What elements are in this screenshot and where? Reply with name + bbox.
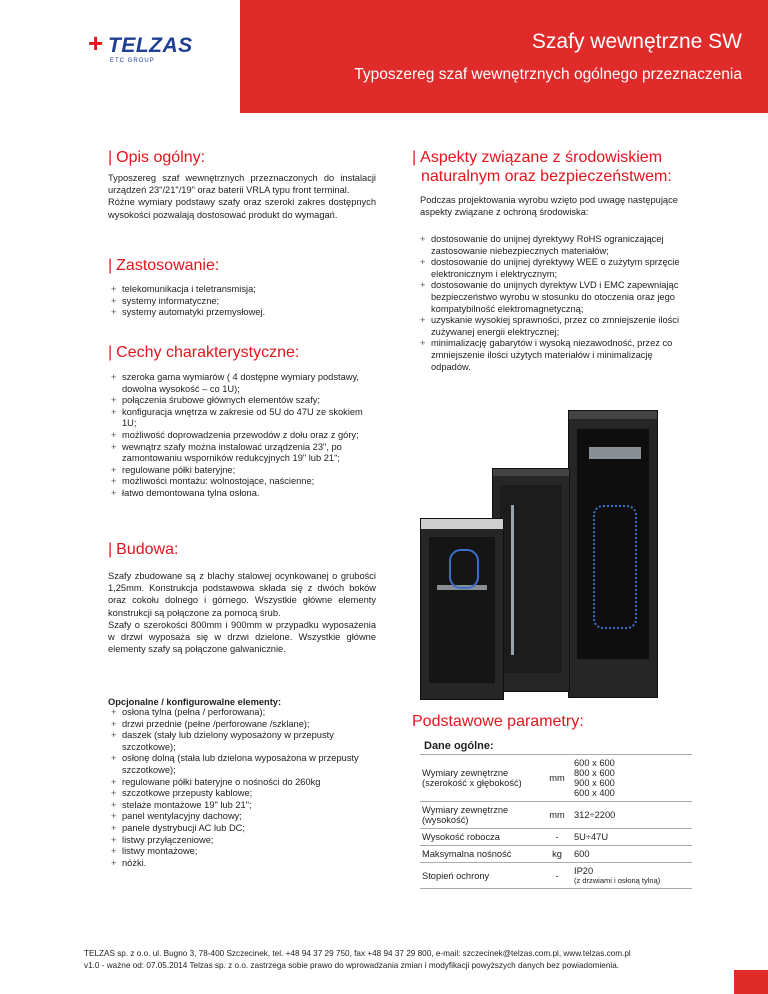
logo-text: TELZAS <box>108 34 193 57</box>
list-item: + nóżki. <box>111 858 381 870</box>
opcje-list <box>111 707 381 869</box>
param-label: Stopień ochrony <box>420 863 542 889</box>
list-item: + regulowane półki bateryjne o nośności do 260kg <box>111 777 381 789</box>
list-item: + łatwo demontowana tylna osłona. <box>111 488 373 500</box>
aspekty-list <box>420 234 682 373</box>
list-item: + minimalizację gabarytów i wysoką niezawodność, przez co zmniejszenie ilości użytych materiałów i minimalizację odpadów. <box>420 338 682 373</box>
list-item: + listwy montażowe; <box>111 846 381 858</box>
list-item: + panele dystrybucji AC lub DC; <box>111 823 381 835</box>
param-value: 312÷2200 <box>572 802 692 829</box>
list-item: + możliwości montażu: wolnostojące, naścienne; <box>111 476 373 488</box>
budowa-section <box>108 570 376 655</box>
list-item: + systemy automatyki przemysłowej. <box>111 307 381 319</box>
footer <box>84 948 724 972</box>
list-item: + drzwi przednie (pełne /perforowane /szklane); <box>111 719 381 731</box>
param-label: Wymiary zewnętrzne (wysokość) <box>420 802 542 829</box>
table-row <box>420 755 692 802</box>
list-item: + dostosowanie do unijnej dyrektywy WEE o zużytym sprzęcie elektronicznym i elektrycznym; <box>420 257 682 280</box>
param-label: Wymiary zewnętrzne (szerokość x głębokość) <box>420 755 542 802</box>
opis-paragraph-2: Różne wymiary podstawy szafy oraz szeroki zakres dostępnych wysokości pozwalają dostosować produkt do wymagań. <box>108 197 376 220</box>
list-item: + listwy przyłączeniowe; <box>111 835 381 847</box>
param-unit: mm <box>542 755 572 802</box>
list-item: + systemy informatyczne; <box>111 296 381 308</box>
params-table <box>420 754 692 889</box>
cabinets-illustration <box>400 410 700 710</box>
page-title: Szafy wewnętrzne SW <box>531 30 742 53</box>
list-item: + połączenia śrubowe głównych elementów szafy; <box>111 395 373 407</box>
table-row <box>420 802 692 829</box>
list-item: + szeroka gama wymiarów ( 4 dostępne wymiary podstawy, dowolna wysokość – co 1U); <box>111 372 373 395</box>
opis-section <box>108 172 376 221</box>
param-value: IP20 <box>574 866 594 876</box>
zastosowanie-list <box>111 284 381 319</box>
company-logo <box>88 26 218 66</box>
cabinet-tall <box>568 410 658 698</box>
param-label: Wysokość robocza <box>420 829 542 846</box>
budowa-heading: | Budowa: <box>108 541 179 558</box>
list-item: + konfiguracja wnętrza w zakresie od 5U do 47U ze skokiem 1U; <box>111 407 373 430</box>
params-heading: Podstawowe parametry: <box>412 713 584 730</box>
list-item: + telekomunikacja i teletransmisja; <box>111 284 381 296</box>
param-unit: mm <box>542 802 572 829</box>
list-item: + osłonę dolną (stała lub dzielona wyposażona w przepusty szczotkowe); <box>111 753 381 776</box>
table-row <box>420 863 692 889</box>
zastosowanie-heading: | Zastosowanie: <box>108 257 220 274</box>
param-note: (z drzwiami i osłoną tylną) <box>574 876 661 885</box>
cechy-list <box>111 372 373 500</box>
list-item: + wewnątrz szafy można instalować urządzenia 23", po zamontowaniu wsporników redukcyjnych 19" lub 21"; <box>111 442 373 465</box>
opis-paragraph-1: Typoszereg szaf wewnętrznych przeznaczonych do instalacji urządzeń 23"/21"/19" oraz baterii VRLA typu front terminal. <box>108 173 376 196</box>
footer-disclaimer: v1.0 - ważne od: 07.05.2014 Telzas sp. z o.o. zastrzega sobie prawo do wprowadzania zmian i modyfikacji powyższych danych bez powiadomienia. <box>84 961 620 970</box>
list-item: + uzyskanie wysokiej sprawności, przez co zmniejszenie ilości zużywanej energii elektrycznej; <box>420 315 682 338</box>
list-item: + dostosowanie do unijnych dyrektyw LVD i EMC zapewniając bezpieczeństwo wyrobu w stosunku do otoczenia oraz jego kompatybilność elektromagnetyczną; <box>420 280 682 315</box>
params-subheading: Dane ogólne: <box>424 740 494 752</box>
cabinet-small <box>420 518 504 700</box>
list-item: + możliwość doprowadzenia przewodów z dołu oraz z góry; <box>111 430 373 442</box>
logo-subtext: ETC GROUP <box>110 58 155 64</box>
footer-contact: TELZAS sp. z o.o. ul. Bugno 3, 78-400 Szczecinek, tel. +48 94 37 29 750, fax +48 94 37 29 800, e-mail: szczecinek@telzas.com.pl, www.telzas.com.pl <box>84 949 631 958</box>
list-item: + osłona tylna (pełna / perforowana); <box>111 707 381 719</box>
list-item: + szczotkowe przepusty kablowe; <box>111 788 381 800</box>
table-row <box>420 846 692 863</box>
logo-plus-icon: + <box>88 28 104 58</box>
list-item: + panel wentylacyjny dachowy; <box>111 811 381 823</box>
opcje-heading: Opcjonalne / konfigurowalne elementy: <box>108 697 282 707</box>
param-unit: - <box>542 863 572 889</box>
param-value-cell <box>572 863 692 889</box>
header-banner <box>240 0 768 113</box>
param-value: 600 x 600 800 x 600 900 x 600 600 x 400 <box>572 755 692 802</box>
param-unit: - <box>542 829 572 846</box>
param-label: Maksymalna nośność <box>420 846 542 863</box>
page-subtitle: Typoszereg szaf wewnętrznych ogólnego przeznaczenia <box>354 66 742 83</box>
budowa-paragraph-2: Szafy o szerokości 800mm i 900mm w przypadku wyposażenia w drzwi wyposaża się w drzwi dzielone. Wszystkie główne elementy szafy są połączone galwanicznie. <box>108 619 376 655</box>
cechy-heading: | Cechy charakterystyczne: <box>108 344 300 361</box>
table-row <box>420 829 692 846</box>
list-item: + stelaże montażowe 19" lub 21"; <box>111 800 381 812</box>
list-item: + daszek (stały lub dzielony wyposażony w przepusty szczotkowe); <box>111 730 381 753</box>
aspekty-intro: Podczas projektowania wyrobu wzięto pod uwagę następujące aspekty związane z ochroną środowiska: <box>420 195 678 218</box>
budowa-paragraph-1: Szafy zbudowane są z blachy stalowej ocynkowanej o grubości 1,25mm. Konstrukcja podstawowa składa się z dwóch boków oraz cokołu dolnego i górnego. Wszystkie główne elementy konstrukcji są połączone za pomocą śrub. <box>108 571 376 618</box>
aspekty-heading: | Aspekty związane z środowiskiem naturalnym oraz bezpieczeństwem: <box>412 149 672 185</box>
opis-heading: | Opis ogólny: <box>108 149 206 166</box>
param-value: 600 <box>572 846 692 863</box>
param-value: 5U÷47U <box>572 829 692 846</box>
param-unit: kg <box>542 846 572 863</box>
list-item: + dostosowanie do unijnej dyrektywy RoHS ograniczającej zastosowanie niebezpiecznych materiałów; <box>420 234 682 257</box>
corner-accent <box>734 970 768 994</box>
list-item: + regulowane półki bateryjne; <box>111 465 373 477</box>
